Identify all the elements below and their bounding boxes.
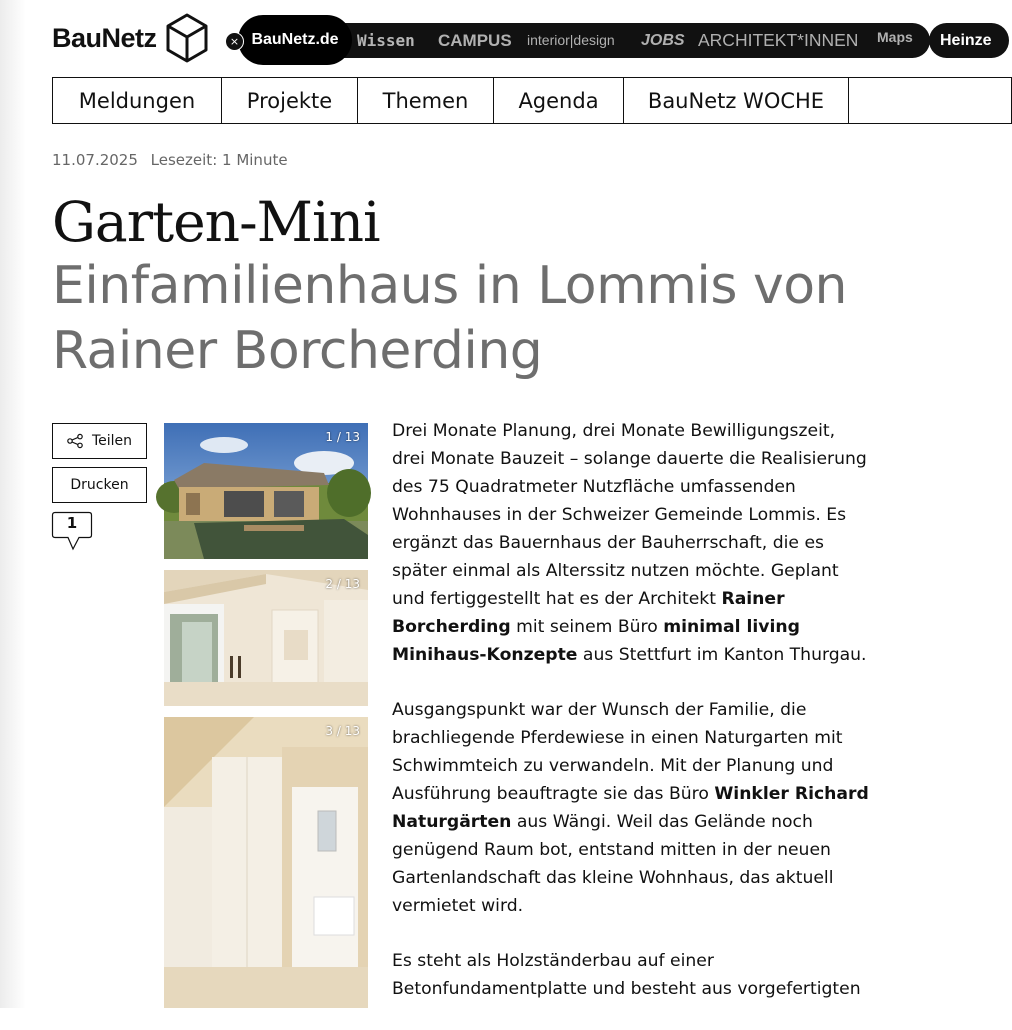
nav-item-projekte[interactable]: Projekte <box>222 78 358 123</box>
article-body <box>392 417 872 1030</box>
article-subtitle: Einfamilienhaus in Lommis von Rainer Borcherding <box>52 256 848 381</box>
gallery-image-3[interactable] <box>164 717 368 1008</box>
close-icon[interactable]: × <box>225 32 244 51</box>
share-icon <box>67 434 83 448</box>
paragraph <box>392 417 872 669</box>
cube-logo-icon <box>166 13 208 63</box>
share-button[interactable] <box>52 423 147 459</box>
nav-item-baunetz-woche[interactable]: BauNetz WOCHE <box>624 78 849 123</box>
gallery-counter: 1 / 13 <box>325 430 360 444</box>
portal-link-wissen[interactable]: Wissen <box>357 31 415 50</box>
logo-text: BauNetz <box>52 22 157 53</box>
portal-link-jobs[interactable]: JOBS <box>641 32 685 49</box>
paragraph <box>392 696 872 920</box>
reading-time: Lesezeit: 1 Minute <box>150 151 288 169</box>
baunetz-logo[interactable] <box>52 13 208 63</box>
article-date: 11.07.2025 <box>52 151 138 169</box>
main-navigation <box>52 77 1012 124</box>
portal-link-architektinnen[interactable]: ARCHITEKT*INNEN <box>698 30 859 50</box>
text-run: aus Stettfurt im Kanton Thurgau. <box>577 645 867 665</box>
nav-item-themen[interactable]: Themen <box>358 78 494 123</box>
portal-link-heinze[interactable]: Heinze <box>929 23 1009 58</box>
architect-name: Rainer Borcherding <box>392 589 785 637</box>
paragraph <box>392 947 872 1003</box>
gallery-counter: 3 / 13 <box>325 724 360 738</box>
article-meta <box>52 151 288 169</box>
gallery-image-1[interactable] <box>164 423 368 559</box>
comment-count[interactable]: 1 <box>66 514 78 532</box>
landscape-office-name: Winkler Richard Naturgärten <box>392 784 869 832</box>
text-run: Drei Monate Planung, drei Monate Bewilligungszeit, drei Monate Bauzeit – solange dauerte die Realisierung des 75 Quadratmeter Nutzfläche umfassenden Wohnhauses in der Schweizer Gemeinde Lommis. Es ergänzt das Bauernhaus der Bauherrschaft, die es später einmal als Alterssitz nutzen möchte. Geplant und fertiggestellt hat es der Architekt <box>392 421 867 609</box>
portal-link-interior-design[interactable]: interior|design <box>527 32 615 48</box>
bathroom-photo <box>164 717 368 1008</box>
gallery-image-2[interactable] <box>164 570 368 706</box>
text-run: aus Wängi. Weil das Gelände noch genügend Raum bot, entstand mitten in der neuen Gartenlandschaft das kleine Wohnhaus, das aktuell vermietet wird. <box>392 812 834 916</box>
nav-item-agenda[interactable]: Agenda <box>494 78 624 123</box>
nav-item-meldungen[interactable]: Meldungen <box>53 78 222 123</box>
print-label: Drucken <box>70 477 129 493</box>
text-run: Es steht als Holzständerbau auf einer Betonfundamentplatte und besteht aus vorgefertigten <box>392 951 861 999</box>
gallery-counter: 2 / 13 <box>325 577 360 591</box>
print-button[interactable] <box>52 467 147 503</box>
text-run: Ausgangspunkt war der Wunsch der Familie, die brachliegende Pferdewiese in einen Naturgarten mit Schwimmteich zu verwandeln. Mit der Planung und Ausführung beauftragte sie das Büro <box>392 700 843 804</box>
portal-link-baunetz-de[interactable]: BauNetz.de <box>238 15 352 65</box>
portal-link-campus[interactable]: CAMPUS <box>438 31 512 50</box>
page-edge-shade <box>0 0 26 1008</box>
text-run: mit seinem Büro <box>510 617 664 637</box>
article-title: Garten-Mini <box>52 190 380 254</box>
office-name: minimal living Minihaus-Konzepte <box>392 617 800 665</box>
share-label: Teilen <box>91 433 133 449</box>
portal-link-maps[interactable]: Maps <box>877 29 913 45</box>
